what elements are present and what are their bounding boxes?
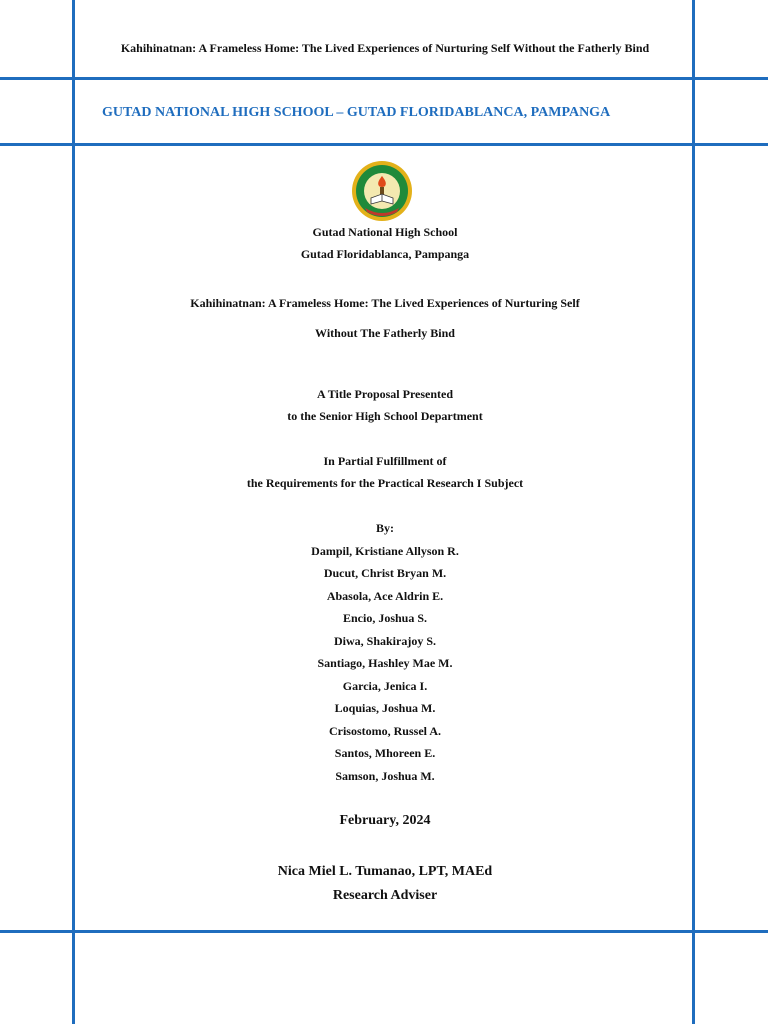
author-name: Abasola, Ace Aldrin E. <box>326 588 444 603</box>
research-title-line1: Kahihinatnan: A Frameless Home: The Lived Experiences of Nurturing Self <box>190 296 580 310</box>
school-name: Gutad National High School <box>312 225 458 239</box>
adviser-block <box>77 860 693 908</box>
authors-label: By: <box>376 521 394 535</box>
header-title: Kahihinatnan: A Frameless Home: The Lived Experiences of Nurturing Self Without the Fatherly Bind <box>120 41 650 55</box>
author-name: Samson, Joshua M. <box>335 768 435 783</box>
school-banner: GUTAD NATIONAL HIGH SCHOOL – GUTAD FLORIDABLANCA, PAMPANGA <box>102 105 611 120</box>
author-name: Ducut, Christ Bryan M. <box>323 566 447 580</box>
frame-line-bottom <box>0 930 768 933</box>
adviser-role: Research Adviser <box>332 888 438 903</box>
fulfillment-line2: the Requirements for the Practical Research I Subject <box>246 476 524 490</box>
proposal-line1: A Title Proposal Presented <box>316 387 454 401</box>
fulfillment-line1: In Partial Fulfillment of <box>323 454 447 468</box>
frame-line-banner <box>0 143 768 146</box>
proposal-statement <box>77 383 693 427</box>
author-name: Loquias, Joshua M. <box>334 701 436 715</box>
author-name: Garcia, Jenica I. <box>342 678 428 693</box>
school-address: Gutad Floridablanca, Pampanga <box>300 247 470 261</box>
author-name: Dampil, Kristiane Allyson R. <box>311 543 459 558</box>
submission-date: February, 2024 <box>339 813 431 828</box>
proposal-line2: to the Senior High School Department <box>287 409 483 423</box>
author-name: Diwa, Shakirajoy S. <box>333 633 437 648</box>
authors-block <box>77 517 693 787</box>
adviser-name: Nica Miel L. Tumanao, LPT, MAEd <box>277 864 493 879</box>
author-name: Crisostomo, Russel A. <box>328 723 441 738</box>
fulfillment-statement <box>77 450 693 494</box>
frame-line-top <box>0 77 768 80</box>
research-title-line2: Without The Fatherly Bind <box>315 326 455 340</box>
author-name: Santiago, Hashley Mae M. <box>317 656 453 670</box>
author-name: Encio, Joshua S. <box>342 611 428 625</box>
frame-line-left <box>72 0 75 1024</box>
school-name-block <box>77 221 693 265</box>
school-logo-icon <box>351 160 413 222</box>
author-name: Santos, Mhoreen E. <box>334 746 436 760</box>
